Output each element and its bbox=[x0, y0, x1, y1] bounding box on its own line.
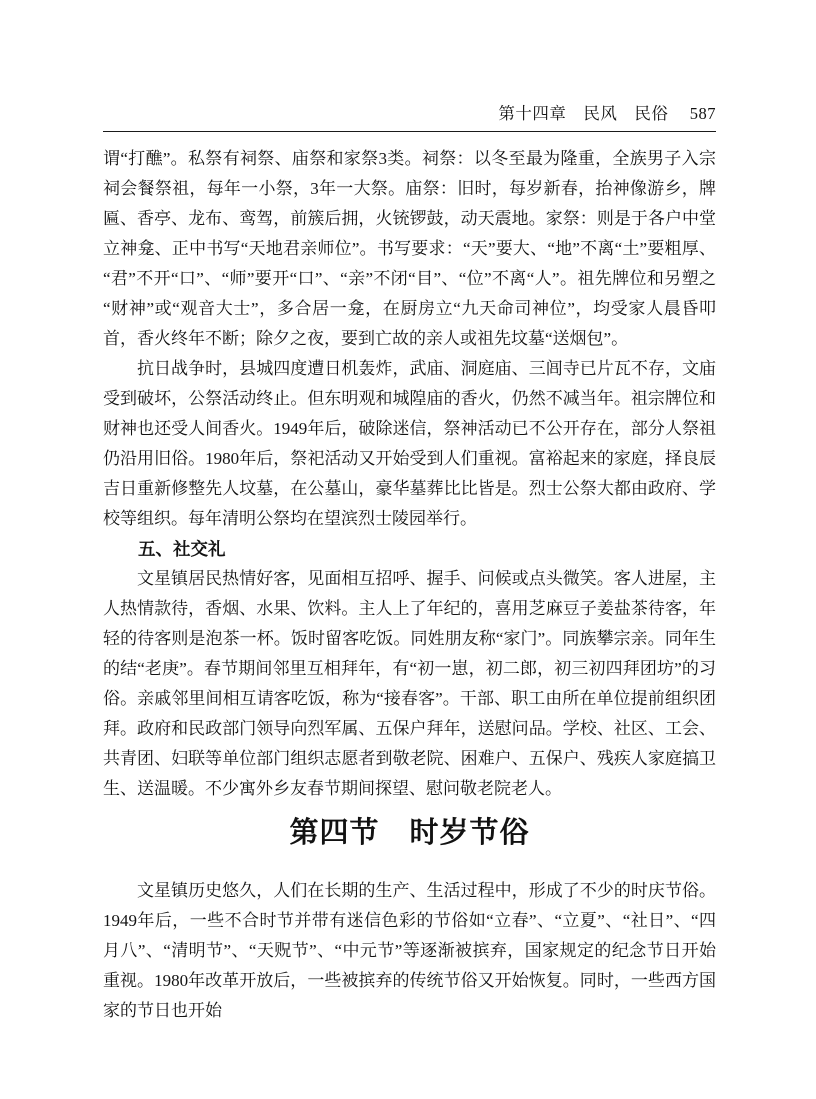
header-chapter-title: 第十四章 民风 民俗 bbox=[498, 104, 669, 123]
page-number: 587 bbox=[689, 104, 716, 123]
section-title-seasonal-festivals: 第四节 时岁节俗 bbox=[289, 817, 530, 849]
heading-social-etiquette: 五、社交礼 bbox=[138, 539, 226, 559]
page-content bbox=[103, 103, 716, 1026]
paragraph-private-sacrifice: 谓“打醮”。私祭有祠祭、庙祭和家祭3类。祠祭：以冬至最为隆重，全族男子入宗祠会餐祭祖，每年一小祭，3年一大祭。庙祭：旧时，每岁新春，抬神像游乡，牌匾、香亭、龙布、鸾驾，前簇后拥，火铳锣鼓，动天震地。家祭：则是于各户中堂立神龛、正中书写“天地君亲师位”。书写要求：“天”要大、“地”不离“土”要粗厚、“君”不开“口”、“师”要开“口”、“亲”不闭“目”、“位”不离“人”。祖先牌位和另塑之“财神”或“观音大士”，多合居一龛，在厨房立“九天命司神位”，均受家人晨昏叩首，香火终年不断；除夕之夜，要到亡故的亲人或祖先坟墓“送烟包”。 bbox=[103, 149, 716, 348]
paragraph-war-memorial: 抗日战争时，县城四度遭日机轰炸，武庙、洞庭庙、三闾寺已片瓦不存，文庙受到破坏，公祭活动终止。但东明观和城隍庙的香火，仍然不减当年。祖宗牌位和财神也还受人间香火。1949年后，破除迷信，祭神活动已不公开存在，部分人祭祖仍沿用旧俗。1980年后，祭祀活动又开始受到人们重视。富裕起来的家庭，择良辰吉日重新修整先人坟墓，在公墓山，豪华墓葬比比皆是。烈士公祭大都由政府、学校等组织。每年清明公祭均在望滨烈士陵园举行。 bbox=[103, 359, 716, 528]
paragraph-social-customs: 文星镇居民热情好客，见面相互招呼、握手、问候或点头微笑。客人进屋，主人热情款待，香烟、水果、饮料。主人上了年纪的，喜用芝麻豆子姜盐茶待客，年轻的待客则是泡茶一杯。饭时留客吃饭。同姓朋友称“家门”。同族攀宗亲。同年生的结“老庚”。春节期间邻里互相拜年，有“初一崽，初二郎，初三初四拜团坊”的习俗。亲戚邻里间相互请客吃饭，称为“接春客”。干部、职工由所在单位提前组织团拜。政府和民政部门领导向烈军属、五保户拜年，送慰问品。学校、社区、工会、共青团、妇联等单位部门组织志愿者到敬老院、困难户、五保户、残疾人家庭搞卫生、送温暖。不少寓外乡友春节期间探望、慰问敬老院老人。 bbox=[103, 569, 716, 798]
paragraph-festival-history: 文星镇历史悠久，人们在长期的生产、生活过程中，形成了不少的时庆节俗。1949年后，一些不合时节并带有迷信色彩的节俗如“立春”、“立夏”、“社日”、“四月八”、“清明节”、“天贶节”、“中元节”等逐渐被摈弃，国家规定的纪念节日开始重视。1980年改革开放后，一些被摈弃的传统节俗又开始恢复。同时，一些西方国家的节日也开始 bbox=[103, 881, 716, 1020]
running-header bbox=[103, 103, 716, 132]
body-text bbox=[103, 144, 716, 1026]
